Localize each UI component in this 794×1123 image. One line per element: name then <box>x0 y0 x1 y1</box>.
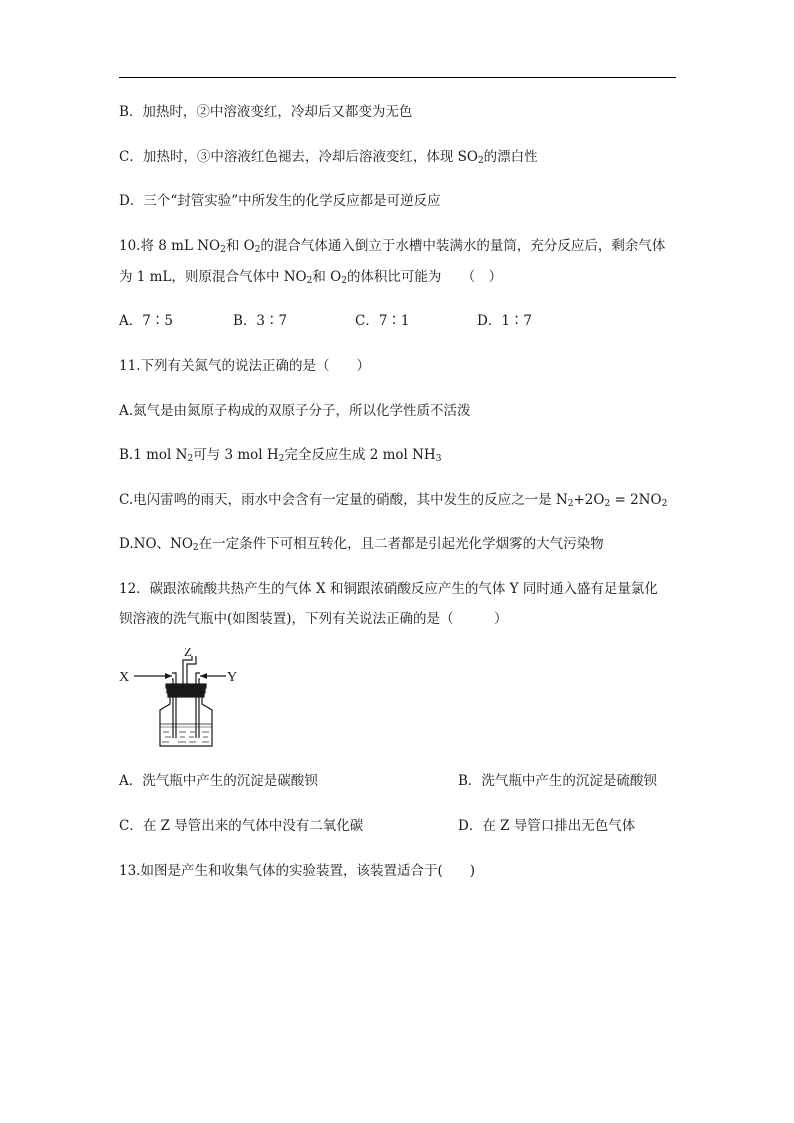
q12-option-c: C．在 Z 导管出来的气体中没有二氧化碳 <box>119 818 364 834</box>
q12-stem-line1: 12．碳跟浓硫酸共热产生的气体 X 和铜跟浓硝酸反应产生的气体 Y 同时通入盛有足量氯化 <box>119 581 658 597</box>
q9-option-c: C．加热时，③中溶液红色褪去，冷却后溶液变红，体现 $SO_2$的漂白性 <box>119 149 538 166</box>
q12-option-a: A．洗气瓶中产生的沉淀是碳酸钡 <box>119 773 318 789</box>
q11-stem: 11.下列有关氮气的说法正确的是（ ） <box>119 358 370 374</box>
q10-stem-line1: 10.将 8 mL $NO_2$和 $O_2$的混合气体通入倒立于水槽中装满水的量筒，充分反应后，剩余气体 <box>119 238 666 255</box>
label-y: Y <box>227 670 238 685</box>
q9-option-b: B．加热时，②中溶液变红，冷却后又都变为无色 <box>119 104 413 120</box>
q11-option-c: C.电闪雷鸣的雨天，雨水中会含有一定量的硝酸，其中发生的反应之一是 $N_2+2O_2 = 2NO_2$ <box>119 492 668 509</box>
label-x: X <box>119 670 130 685</box>
q12-stem-line2: 钡溶液的洗气瓶中(如图装置)，下列有关说法正确的是（ ） <box>119 611 508 627</box>
q10-stem-line2: 为 1 mL，则原混合气体中 $NO_2$和 $O_2$的体积比可能为 （ ） <box>119 269 503 286</box>
header-rule <box>119 77 676 78</box>
wash-bottle <box>160 697 212 746</box>
gas-washing-bottle-diagram <box>116 648 246 748</box>
q12-option-b: B．洗气瓶中产生的沉淀是硫酸钡 <box>458 773 657 789</box>
q10-option-b: B．3∶7 <box>233 313 288 329</box>
q10-option-a: A．7∶5 <box>119 313 173 329</box>
q11-option-a: A.氮气是由氮原子构成的双原子分子，所以化学性质不活泼 <box>119 403 471 419</box>
q10-option-c: C．7∶1 <box>355 313 410 329</box>
q10-option-d: D．1∶7 <box>477 313 533 329</box>
label-z: Z <box>184 648 192 659</box>
q11-option-b: B.1 mol $N_2$可与 3 mol $H_2$完全反应生成 2 mol $NH_3$ <box>119 447 442 464</box>
q9-option-d: D．三个“封管实验”中所发生的化学反应都是可逆反应 <box>119 193 441 209</box>
q11-option-d: D.NO、$NO_2$在一定条件下可相互转化，且二者都是引起光化学烟雾的大气污染物 <box>119 536 604 553</box>
q12-option-d: D．在 Z 导管口排出无色气体 <box>458 818 636 834</box>
q13-stem: 13.如图是产生和收集气体的实验装置，该装置适合于( ) <box>119 863 476 879</box>
